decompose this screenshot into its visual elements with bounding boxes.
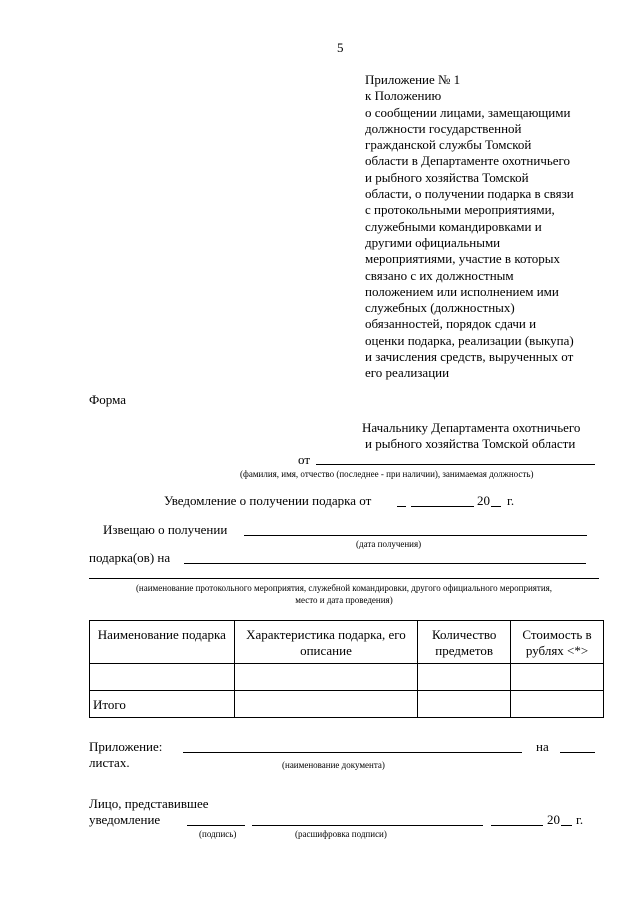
appendix-line: области в Департаменте охотничьего bbox=[365, 153, 571, 169]
total-label: Итого bbox=[90, 691, 235, 718]
appendix-line: о сообщении лицами, замещающими bbox=[365, 104, 571, 120]
sheets-label: листах. bbox=[89, 755, 130, 770]
appendix-line: должности государственной bbox=[365, 120, 522, 136]
date-caption: (дата получения) bbox=[356, 539, 422, 549]
appendix-line: Приложение № 1 bbox=[365, 72, 461, 87]
table-cell[interactable] bbox=[90, 664, 235, 691]
event-caption-1: (наименование протокольного мероприятия, служебной командировки, другого официального мероприятия, bbox=[135, 583, 553, 593]
gifts-event-line[interactable] bbox=[184, 563, 586, 564]
title-month-line[interactable] bbox=[411, 506, 474, 507]
event-caption-2: место и дата проведения) bbox=[295, 595, 393, 605]
table-header-row bbox=[90, 621, 604, 664]
appendix-line: служебных (должностных) bbox=[365, 300, 515, 316]
title-year-line[interactable] bbox=[491, 506, 501, 507]
page-number: 5 bbox=[337, 40, 344, 55]
signature-date-line[interactable] bbox=[491, 825, 543, 826]
notify-label: Извещаю о получении bbox=[103, 522, 228, 537]
appendix-block bbox=[365, 72, 574, 382]
title-year-suffix: г. bbox=[507, 493, 515, 508]
appendix-line: его реализации bbox=[365, 365, 450, 381]
appendix-line: с протокольными мероприятиями, bbox=[365, 202, 555, 218]
table-cell[interactable] bbox=[511, 691, 604, 718]
from-field-line[interactable] bbox=[316, 464, 595, 465]
addressee-line1: Начальнику Департамента охотничьего bbox=[362, 420, 581, 435]
notice-title: Уведомление о получении подарка от bbox=[164, 493, 372, 508]
gifts-label: подарка(ов) на bbox=[89, 550, 171, 565]
sign-caption: (подпись) bbox=[199, 829, 237, 839]
appendix-line: гражданской службы Томской bbox=[365, 137, 532, 153]
attachment-label: Приложение: bbox=[89, 739, 163, 754]
from-label: от bbox=[298, 452, 311, 467]
col-header-cost: Стоимость в рублях <*> bbox=[511, 621, 604, 664]
signature-year-line[interactable] bbox=[561, 825, 572, 826]
table-cell[interactable] bbox=[511, 664, 604, 691]
person-label-2: уведомление bbox=[89, 812, 161, 827]
table-cell[interactable] bbox=[234, 664, 418, 691]
table-row bbox=[90, 664, 604, 691]
appendix-line: служебными командировками и bbox=[365, 218, 542, 234]
decode-caption: (расшифровка подписи) bbox=[295, 829, 387, 839]
appendix-line: положением или исполнением ими bbox=[365, 283, 559, 299]
from-caption: (фамилия, имя, отчество (последнее - при наличии), занимаемая должность) bbox=[240, 469, 534, 479]
table-row-total bbox=[90, 691, 604, 718]
col-header-quantity: Количество предметов bbox=[418, 621, 511, 664]
appendix-line: к Положению bbox=[365, 88, 442, 104]
appendix-line: связано с их должностным bbox=[365, 267, 514, 283]
doc-caption: (наименование документа) bbox=[282, 760, 385, 770]
signature-decode-line[interactable] bbox=[252, 825, 483, 826]
appendix-line: и рыбного хозяйства Томской bbox=[365, 169, 529, 185]
table-cell[interactable] bbox=[418, 664, 511, 691]
appendix-line: мероприятиями, участие в которых bbox=[365, 251, 561, 267]
attachment-on-label: на bbox=[536, 739, 549, 754]
attachment-doc-line[interactable] bbox=[183, 752, 522, 753]
appendix-line: другими официальными bbox=[365, 234, 501, 250]
col-header-name: Наименование подарка bbox=[90, 621, 235, 664]
appendix-line: и зачисления средств, вырученных от bbox=[365, 349, 574, 365]
gifts-table bbox=[89, 620, 604, 718]
title-year-prefix: 20 bbox=[477, 493, 490, 508]
signature-line[interactable] bbox=[187, 825, 245, 826]
form-label: Форма bbox=[89, 392, 126, 407]
col-header-description: Характеристика подарка, его описание bbox=[234, 621, 418, 664]
person-label-1: Лицо, представившее bbox=[89, 796, 209, 811]
table-cell[interactable] bbox=[418, 691, 511, 718]
event-line-2[interactable] bbox=[89, 578, 599, 579]
table-cell[interactable] bbox=[234, 691, 418, 718]
attachment-sheets-line[interactable] bbox=[560, 752, 595, 753]
signature-year-prefix: 20 bbox=[547, 812, 560, 827]
receive-date-line[interactable] bbox=[244, 535, 587, 536]
appendix-line: области, о получении подарка в связи bbox=[365, 186, 574, 202]
appendix-line: обязанностей, порядок сдачи и bbox=[365, 316, 537, 332]
title-day-line[interactable] bbox=[397, 506, 406, 507]
addressee-line2: и рыбного хозяйства Томской области bbox=[365, 436, 576, 451]
signature-year-suffix: г. bbox=[576, 812, 584, 827]
appendix-line: оценки подарка, реализации (выкупа) bbox=[365, 332, 574, 348]
